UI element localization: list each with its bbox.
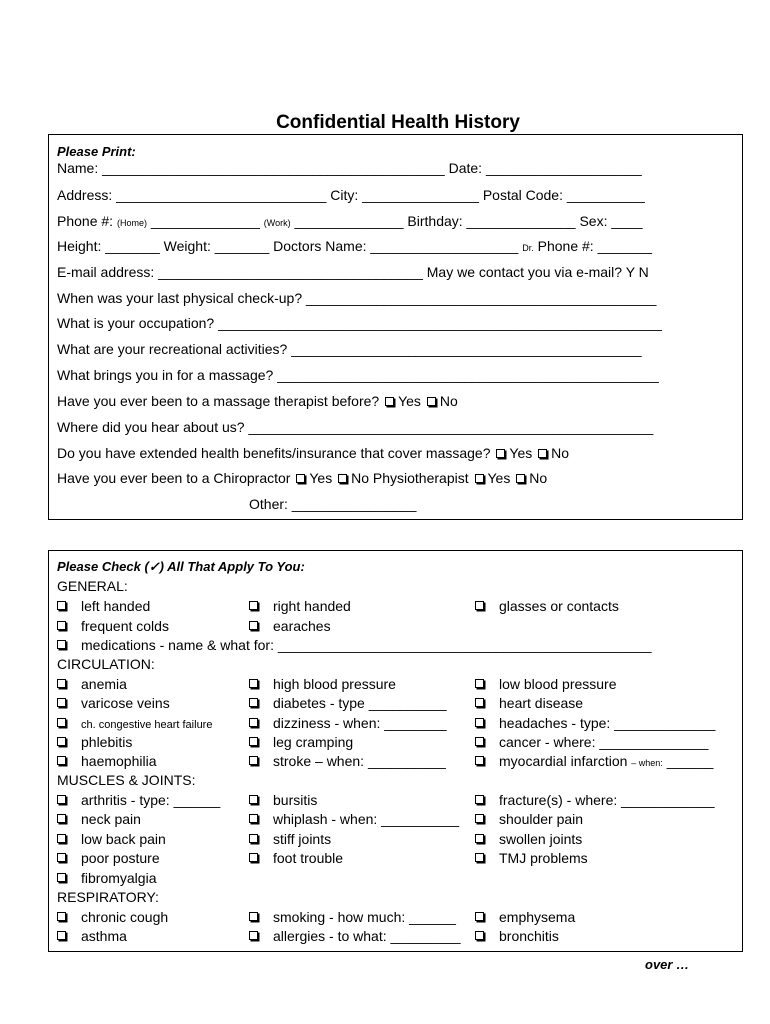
checkbox[interactable]: [57, 795, 66, 804]
checkbox[interactable]: [475, 698, 484, 707]
no-label: No: [439, 393, 458, 409]
general-heading: GENERAL:: [57, 578, 128, 594]
checkbox-benefits-no[interactable]: [538, 449, 547, 458]
checkbox[interactable]: [57, 718, 66, 727]
checklist-item[interactable]: [475, 908, 575, 926]
checklist-item[interactable]: [57, 849, 160, 867]
item-label: emphysema: [499, 909, 576, 925]
checkbox[interactable]: [57, 834, 66, 843]
item-label: frequent colds: [81, 618, 169, 634]
recreation-line[interactable]: What are your recreational activities? _____________________________________________: [57, 341, 642, 357]
checkbox[interactable]: [249, 931, 258, 940]
item-label: stroke – when: __________: [273, 753, 446, 769]
checkbox[interactable]: [249, 756, 258, 765]
checklist-item[interactable]: [57, 694, 170, 712]
checkbox[interactable]: [57, 873, 66, 882]
checkbox[interactable]: [57, 853, 66, 862]
yes-label: Yes: [309, 470, 333, 486]
checklist-item[interactable]: [475, 597, 619, 615]
item-label: chronic cough: [81, 909, 169, 925]
checklist-item[interactable]: [249, 810, 459, 828]
massage-reason-line[interactable]: What brings you in for a massage? _________________________________________________: [57, 367, 659, 383]
item-label: fibromyalgia: [81, 870, 157, 886]
mi-when-label: – when:: [631, 758, 663, 768]
checkbox[interactable]: [475, 601, 484, 610]
item-label: fracture(s) - where: ____________: [499, 792, 715, 808]
checklist-item[interactable]: [249, 752, 446, 770]
checkbox[interactable]: [57, 912, 66, 921]
checklist-item[interactable]: [249, 830, 331, 848]
item-label: bronchitis: [499, 928, 559, 944]
no-label: No: [551, 445, 570, 461]
checkbox[interactable]: [249, 795, 258, 804]
checkbox[interactable]: [57, 756, 66, 765]
page-title: Confidential Health History: [276, 112, 520, 133]
item-label: dizziness - when: ________: [273, 715, 447, 731]
checklist-item[interactable]: [57, 810, 141, 828]
benefits-question: Do you have extended health benefits/insurance that cover massage?: [57, 445, 491, 461]
item-label: left handed: [81, 598, 151, 614]
work-label: (Work): [263, 218, 291, 228]
item-label: medications - name & what for: ________________________________________________: [81, 637, 652, 653]
checklist-item[interactable]: [475, 714, 715, 732]
checklist-item[interactable]: [57, 869, 156, 887]
checkbox-benefits-yes[interactable]: [496, 449, 505, 458]
work-phone-blank[interactable]: ______________: [294, 213, 404, 229]
item-label: ch. congestive heart failure: [81, 719, 213, 731]
phone-label: Phone #:: [57, 213, 114, 229]
item-label: smoking - how much: ______: [273, 909, 456, 925]
item-label: right handed: [273, 598, 351, 614]
item-label: TMJ problems: [499, 850, 588, 866]
over-footer: over …: [645, 957, 690, 972]
item-label: poor posture: [81, 850, 160, 866]
item-label: bursitis: [273, 792, 318, 808]
checkbox[interactable]: [475, 756, 484, 765]
yes-label: Yes: [487, 470, 511, 486]
checkbox[interactable]: [475, 814, 484, 823]
checkbox[interactable]: [249, 698, 258, 707]
chiro-question: Have you ever been to a Chiropractor: [57, 470, 291, 486]
benefits-line: [57, 445, 569, 461]
checklist-item[interactable]: [249, 597, 351, 615]
checklist-item[interactable]: [57, 714, 212, 734]
item-label: allergies - to what: _________: [273, 928, 461, 944]
checkbox[interactable]: [249, 679, 258, 688]
checklist-item[interactable]: [249, 733, 353, 751]
checklist-item[interactable]: [475, 927, 559, 945]
checklist-item[interactable]: [249, 849, 343, 867]
checkbox[interactable]: [475, 795, 484, 804]
checkbox[interactable]: [57, 931, 66, 940]
checklist-item[interactable]: [57, 733, 132, 751]
birthday-field[interactable]: Birthday: ______________: [407, 213, 576, 229]
personal-info-box: [48, 134, 743, 520]
checkbox[interactable]: [249, 621, 258, 630]
item-label: swollen joints: [499, 831, 583, 847]
email-line[interactable]: E-mail address: __________________________________ May we contact you via e-mail? Y N: [57, 264, 649, 280]
checklist-item[interactable]: [249, 617, 331, 635]
item-label: headaches - type: _____________: [499, 715, 716, 731]
no-label: No: [351, 470, 369, 486]
name-date-line[interactable]: Name: ____________________________________________ Date: ____________________: [57, 160, 642, 176]
checkbox-physio-yes[interactable]: [475, 474, 484, 483]
checkbox[interactable]: [57, 621, 66, 630]
checklist-item[interactable]: [249, 791, 317, 809]
mi-when-blank[interactable]: ______: [666, 753, 714, 769]
checklist-item[interactable]: [57, 675, 127, 693]
checkbox[interactable]: [57, 640, 66, 649]
checklist-item[interactable]: [475, 791, 715, 809]
checkbox[interactable]: [475, 718, 484, 727]
checklist-item[interactable]: [249, 714, 447, 732]
item-label: foot trouble: [273, 850, 344, 866]
checklist-item[interactable]: [249, 908, 456, 926]
item-label: glasses or contacts: [499, 598, 619, 614]
checklist-item-medications[interactable]: [57, 636, 652, 654]
checklist-item[interactable]: [475, 675, 617, 693]
checkbox[interactable]: [475, 737, 484, 746]
item-label: heart disease: [499, 695, 584, 711]
checklist-box: [48, 550, 743, 952]
item-label: stiff joints: [273, 831, 332, 847]
checkbox[interactable]: [249, 718, 258, 727]
item-label: anemia: [81, 676, 127, 692]
checkbox[interactable]: [249, 853, 258, 862]
checkbox[interactable]: [249, 737, 258, 746]
massage-question: Have you ever been to a massage therapist before?: [57, 393, 380, 409]
phone-line[interactable]: [57, 213, 643, 231]
massage-before-line: [57, 393, 458, 409]
checklist-item[interactable]: [57, 830, 166, 848]
item-label: leg cramping: [273, 734, 354, 750]
dr-phone-field[interactable]: Phone #: _______: [537, 238, 653, 254]
yes-label: Yes: [398, 393, 421, 409]
checklist-item[interactable]: [475, 733, 708, 751]
checkbox[interactable]: [475, 931, 484, 940]
checkbox[interactable]: [57, 737, 66, 746]
item-label: neck pain: [81, 811, 141, 827]
item-label: shoulder pain: [499, 811, 584, 827]
checklist-item[interactable]: [475, 752, 713, 772]
item-label: varicose veins: [81, 695, 170, 711]
checklist-item[interactable]: [475, 810, 583, 828]
checkbox[interactable]: [249, 834, 258, 843]
checklist-item[interactable]: [57, 617, 169, 635]
item-label: arthritis - type: ______: [81, 792, 221, 808]
yes-label: Yes: [509, 445, 533, 461]
height-weight-doctor[interactable]: Height: _______ Weight: _______ Doctors Name: ___________________: [57, 238, 519, 254]
home-label: (Home): [116, 218, 147, 228]
checkbox[interactable]: [249, 601, 258, 610]
address-line[interactable]: Address: ___________________________ City: _______________ Postal Code: __________: [57, 187, 645, 203]
circulation-heading: CIRCULATION:: [57, 656, 155, 672]
item-label: myocardial infarction: [499, 753, 628, 769]
item-label: low back pain: [81, 831, 166, 847]
checkbox-massage-yes[interactable]: [385, 397, 394, 406]
checkbox[interactable]: [57, 814, 66, 823]
checkbox-physio-no[interactable]: [516, 474, 525, 483]
checklist-item[interactable]: [475, 849, 588, 867]
checkbox[interactable]: [249, 814, 258, 823]
checklist-item[interactable]: [57, 752, 157, 770]
checkbox[interactable]: [57, 679, 66, 688]
hear-about-line[interactable]: Where did you hear about us? ____________________________________________________: [57, 419, 654, 435]
check-all-header: Please Check (✓) All That Apply To You:: [57, 559, 305, 574]
checklist-item[interactable]: [57, 791, 220, 809]
item-label: whiplash - when: __________: [273, 811, 460, 827]
home-phone-blank[interactable]: ______________: [150, 213, 260, 229]
checklist-item[interactable]: [249, 694, 447, 712]
checkbox[interactable]: [475, 834, 484, 843]
checklist-item[interactable]: [249, 927, 461, 945]
physical-checkup-line[interactable]: When was your last physical check-up? _____________________________________________: [57, 290, 657, 306]
dr-label: Dr.: [522, 243, 534, 253]
checklist-item[interactable]: [57, 597, 150, 615]
please-print-header: Please Print:: [57, 144, 136, 159]
respiratory-heading: RESPIRATORY:: [57, 889, 159, 905]
checkbox[interactable]: [249, 912, 258, 921]
checkbox[interactable]: [57, 601, 66, 610]
height-weight-line[interactable]: [57, 238, 652, 256]
checklist-item[interactable]: [249, 675, 396, 693]
item-label: phlebitis: [81, 734, 133, 750]
item-label: cancer - where: ______________: [499, 734, 709, 750]
checkbox-massage-no[interactable]: [427, 397, 436, 406]
checklist-item[interactable]: [57, 908, 168, 926]
checkbox[interactable]: [475, 912, 484, 921]
checklist-item[interactable]: [57, 927, 127, 945]
other-field[interactable]: Other: ________________: [249, 496, 417, 512]
item-label: low blood pressure: [499, 676, 617, 692]
occupation-line[interactable]: What is your occupation? _________________________________________________________: [57, 315, 662, 331]
item-label: diabetes - type __________: [273, 695, 447, 711]
checkbox-chiro-no[interactable]: [338, 474, 347, 483]
physio-label: Physiotherapist: [372, 470, 469, 486]
checkbox-chiro-yes[interactable]: [296, 474, 305, 483]
muscles-joints-heading: MUSCLES & JOINTS:: [57, 772, 196, 788]
chiropractor-line: [57, 470, 547, 486]
checklist-item[interactable]: [475, 830, 582, 848]
sex-field[interactable]: Sex: ____: [579, 213, 643, 229]
item-label: asthma: [81, 928, 127, 944]
checkbox[interactable]: [475, 853, 484, 862]
no-label: No: [529, 470, 548, 486]
item-label: earaches: [273, 618, 331, 634]
checkbox[interactable]: [475, 679, 484, 688]
item-label: high blood pressure: [273, 676, 396, 692]
item-label: haemophilia: [81, 753, 157, 769]
checkbox[interactable]: [57, 698, 66, 707]
checklist-item[interactable]: [475, 694, 583, 712]
